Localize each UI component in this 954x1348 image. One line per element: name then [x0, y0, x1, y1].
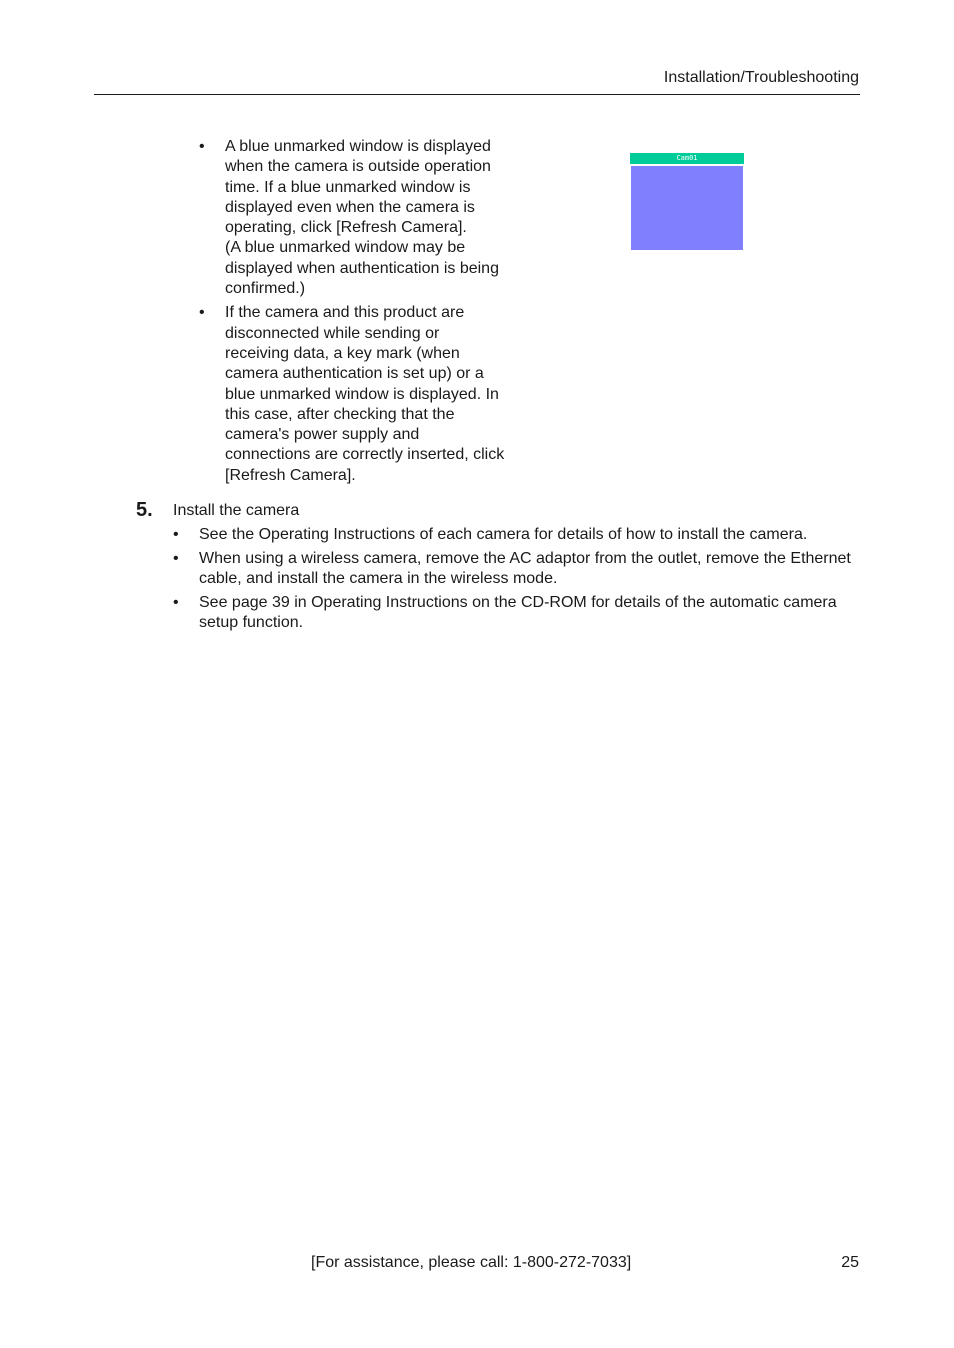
note-disconnected-camera	[199, 303, 519, 486]
section-title: Installation/Troubleshooting	[663, 69, 859, 86]
instruction-wireless-camera	[173, 549, 863, 590]
text-line: this case, after checking that the	[225, 405, 455, 423]
text-line: displayed when authentication is being	[225, 259, 499, 277]
assistance-footer: [For assistance, please call: 1-800-272-7033]	[311, 1254, 632, 1271]
text-line: (A blue unmarked window may be	[225, 239, 466, 257]
camera-window-illustration	[630, 153, 744, 250]
text-line: [Refresh Camera].	[225, 466, 356, 484]
text-line: • See the Operating Instructions of each camera for details of how to install the camera.	[199, 526, 808, 543]
text-line: camera's power supply and	[225, 426, 420, 444]
text-line: time. If a blue unmarked window is	[225, 178, 471, 196]
instruction-automatic-setup	[173, 593, 863, 634]
text-line: operating, click [Refresh Camera].	[225, 219, 467, 237]
text-line: setup function.	[199, 614, 304, 632]
camera-window-title-bar: Cam01	[630, 153, 744, 164]
text-line: disconnected while sending or	[225, 324, 440, 342]
install-instructions	[173, 525, 863, 633]
header-divider	[94, 94, 860, 95]
camera-status-notes	[199, 137, 519, 486]
text-line: blue unmarked window is displayed. In	[225, 385, 499, 403]
text-line: when the camera is outside operation	[225, 158, 491, 176]
text-line: • See page 39 in Operating Instructions on the CD-ROM for details of the automatic camera	[199, 593, 837, 611]
text-line: • If the camera and this product are	[225, 304, 465, 322]
text-line: • When using a wireless camera, remove the AC adaptor from the outlet, remove the Ethernet	[199, 549, 851, 567]
instruction-see-camera-manual	[173, 525, 863, 545]
step-title: Install the camera	[173, 502, 300, 519]
note-blue-window-outside-time	[199, 137, 519, 299]
page-number: 25	[841, 1254, 859, 1271]
text-line: receiving data, a key mark (when	[225, 344, 460, 362]
text-line: connections are correctly inserted, click	[225, 446, 505, 464]
text-line: • A blue unmarked window is displayed	[225, 138, 491, 155]
text-line: displayed even when the camera is	[225, 198, 475, 216]
text-line: confirmed.)	[225, 280, 306, 298]
blue-unmarked-window	[631, 166, 743, 250]
text-line: cable, and install the camera in the wireless mode.	[199, 570, 558, 588]
text-line: camera authentication is set up) or a	[225, 365, 484, 383]
step-number: 5.	[136, 499, 153, 521]
